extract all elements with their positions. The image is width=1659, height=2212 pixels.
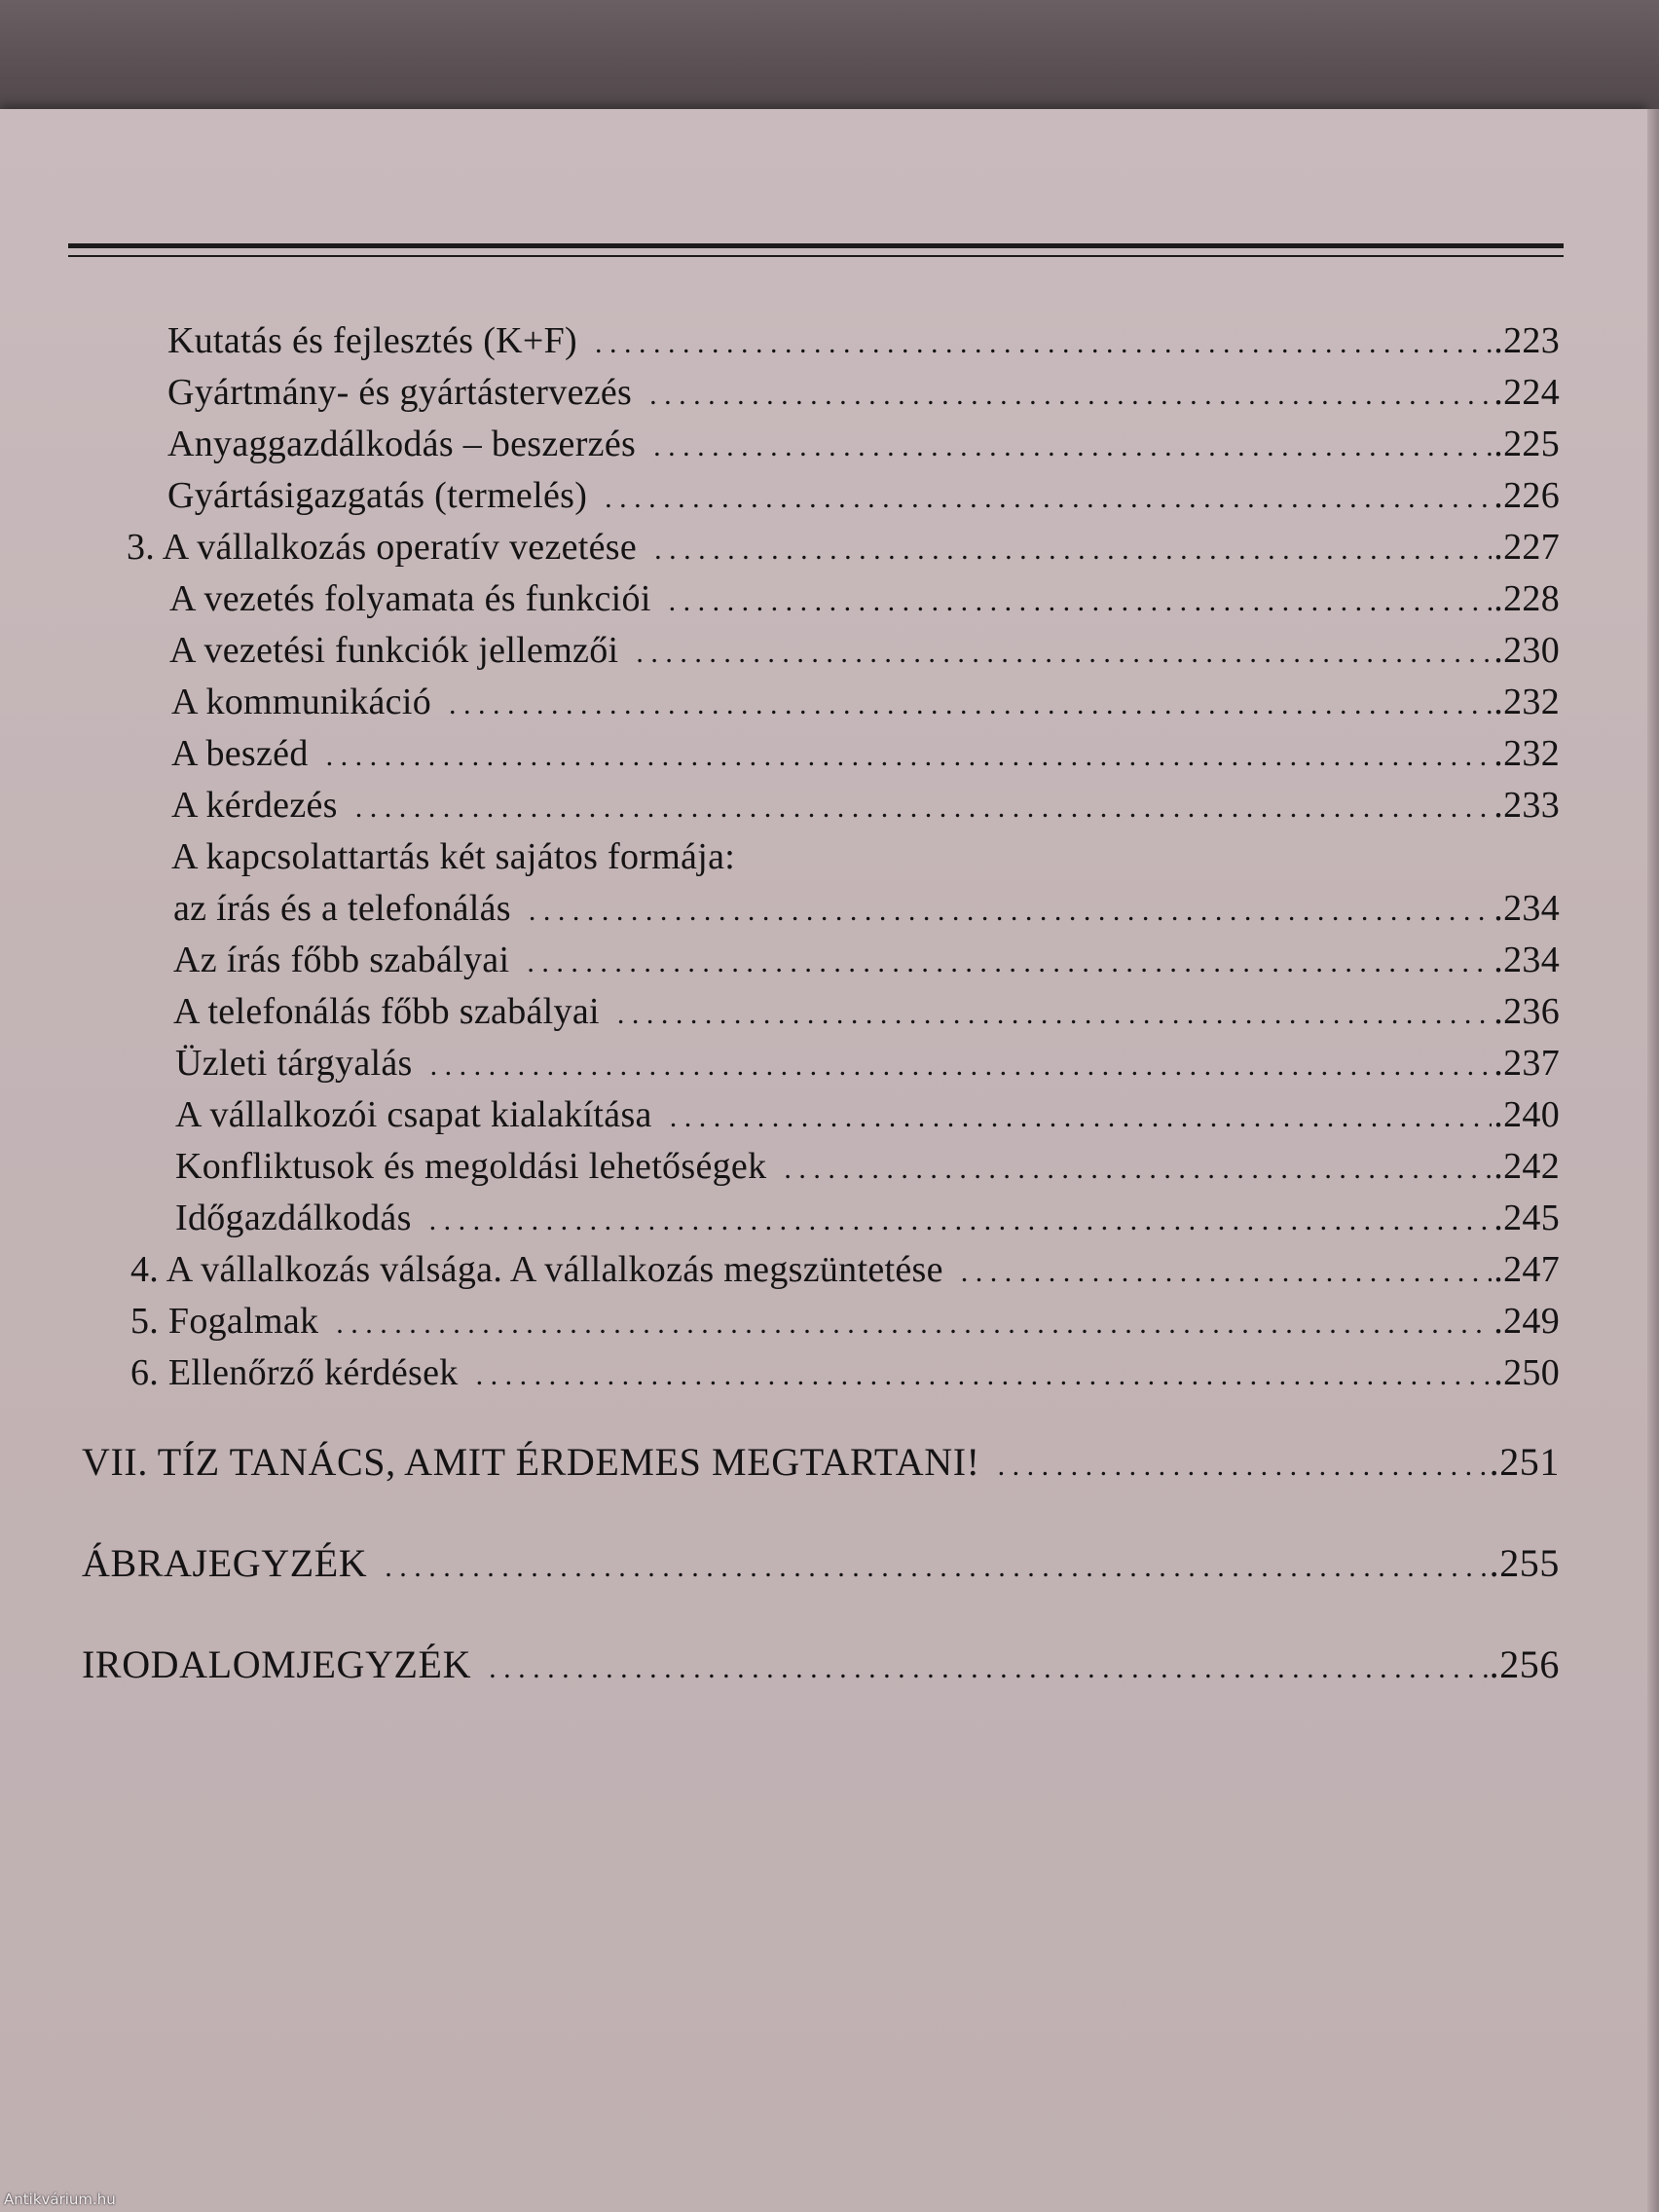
toc-entry-label: Időgazdálkodás (175, 1198, 412, 1238)
toc-entry-page: .237 (1493, 1043, 1560, 1084)
toc-entry (130, 1300, 1560, 1343)
toc-entry-label: A vezetés folyamata és funkciói (169, 578, 651, 619)
toc-chapter-label: ÁBRAJEGYZÉK (82, 1541, 368, 1585)
toc-entry-page: .227 (1493, 527, 1560, 568)
toc-entry-label: 4. A vállalkozás válsága. A vállalkozás megszüntetése (130, 1249, 943, 1290)
toc-entry-label: A kommunikáció (171, 682, 432, 722)
toc-entry-label: A kérdezés (171, 785, 338, 826)
toc-entry (169, 629, 1560, 672)
toc-entry (167, 474, 1560, 517)
toc-entry-label: A kapcsolattartás két sajátos formája: (171, 836, 736, 877)
toc-entry-label: Gyártmány- és gyártástervezés (167, 372, 633, 413)
toc-chapter-label: IRODALOMJEGYZÉK (82, 1642, 472, 1686)
dot-leader (326, 740, 1493, 773)
toc-entry-label: Kutatás és fejlesztés (K+F) (167, 320, 578, 361)
toc-entry-label: 6. Ellenőrző kérdések (130, 1352, 459, 1393)
toc-entry-label: 5. Fogalmak (130, 1301, 319, 1342)
dot-leader (998, 1450, 1488, 1483)
toc-entry (167, 423, 1560, 465)
toc-entry (130, 1248, 1560, 1291)
toc-entry-label: A vezetési funkciók jellemzői (169, 630, 619, 671)
toc-entry-label: Az írás főbb szabályai (173, 940, 510, 980)
toc-entry (175, 1093, 1560, 1136)
toc-entry-page: .249 (1493, 1301, 1560, 1342)
dot-leader (595, 327, 1492, 360)
toc-entry-page: .230 (1493, 630, 1560, 671)
toc-entry-page: .242 (1493, 1146, 1560, 1187)
toc-entry (127, 526, 1560, 569)
dot-leader (669, 585, 1493, 618)
dot-leader (430, 1050, 1493, 1083)
dot-leader (784, 1153, 1492, 1186)
toc-entry-label: Gyártásigazgatás (termelés) (167, 475, 588, 516)
dot-leader (670, 1101, 1493, 1134)
toc-entry-label: 3. A vállalkozás operatív vezetése (127, 527, 638, 568)
toc-entry (171, 681, 1560, 723)
toc-chapter (82, 1540, 1560, 1586)
dot-leader (385, 1551, 1487, 1584)
toc-entry (167, 319, 1560, 362)
toc-entry-page: .223 (1493, 320, 1560, 361)
toc-entry-page: .226 (1493, 475, 1560, 516)
toc-entry-page: .233 (1493, 785, 1560, 826)
toc-entry (130, 1351, 1560, 1394)
dot-leader (617, 998, 1492, 1031)
toc-entry (175, 1197, 1560, 1239)
dot-leader (529, 895, 1492, 928)
toc-entry-page: .250 (1493, 1352, 1560, 1393)
watermark: Antikvárium.hu (4, 2191, 116, 2208)
toc-entry (171, 784, 1560, 827)
dot-leader (961, 1256, 1493, 1289)
toc-entry-page: .232 (1493, 682, 1560, 722)
dot-leader (636, 637, 1492, 670)
dot-leader (429, 1204, 1493, 1237)
toc-entry-page: .240 (1493, 1094, 1560, 1135)
toc-entry (167, 371, 1560, 414)
toc-chapter-label: VII. TÍZ TANÁCS, AMIT ÉRDEMES MEGTARTANI! (82, 1440, 980, 1484)
toc-chapter-page: .255 (1489, 1541, 1560, 1585)
toc-entry (169, 577, 1560, 620)
toc-entry-page: .234 (1493, 888, 1560, 929)
toc-entry-page: .225 (1493, 424, 1560, 464)
toc-entry-page: .245 (1493, 1198, 1560, 1238)
toc-entry-label: A beszéd (171, 733, 309, 774)
toc-chapter (82, 1641, 1560, 1687)
dot-leader (654, 534, 1492, 567)
dot-leader (336, 1308, 1492, 1341)
toc-chapter-page: .256 (1489, 1642, 1560, 1686)
dot-leader (449, 688, 1492, 721)
toc-entry (173, 887, 1560, 930)
toc-entry-page: .228 (1493, 578, 1560, 619)
toc-entry-label: Konfliktusok és megoldási lehetőségek (175, 1146, 767, 1187)
toc-chapter-page: .251 (1489, 1440, 1560, 1484)
toc-entry-label: Üzleti tárgyalás (175, 1043, 413, 1084)
dot-leader (653, 430, 1492, 463)
dot-leader (489, 1652, 1488, 1685)
toc-entry-label: az írás és a telefonálás (173, 888, 511, 929)
toc-entry-page: .234 (1493, 940, 1560, 980)
toc-entry-page: .236 (1493, 991, 1560, 1032)
toc-entry-label: Anyaggazdálkodás – beszerzés (167, 424, 637, 464)
toc-entry (171, 732, 1560, 775)
toc-chapter (82, 1439, 1560, 1485)
toc-entry (173, 939, 1560, 981)
dot-leader (355, 792, 1493, 825)
toc-entry-page: .247 (1493, 1249, 1560, 1290)
toc-entry (173, 990, 1560, 1033)
dot-leader (649, 379, 1492, 412)
toc-entry-label: A vállalkozói csapat kialakítása (175, 1094, 652, 1135)
toc-entry-page: .232 (1493, 733, 1560, 774)
toc-entry-page: .224 (1493, 372, 1560, 413)
toc-entry (175, 1042, 1560, 1085)
toc-entry-label: A telefonálás főbb szabályai (173, 991, 600, 1032)
dot-leader (527, 946, 1492, 979)
dot-leader (605, 482, 1492, 515)
dot-leader (476, 1359, 1493, 1392)
toc-entry (175, 1145, 1560, 1188)
